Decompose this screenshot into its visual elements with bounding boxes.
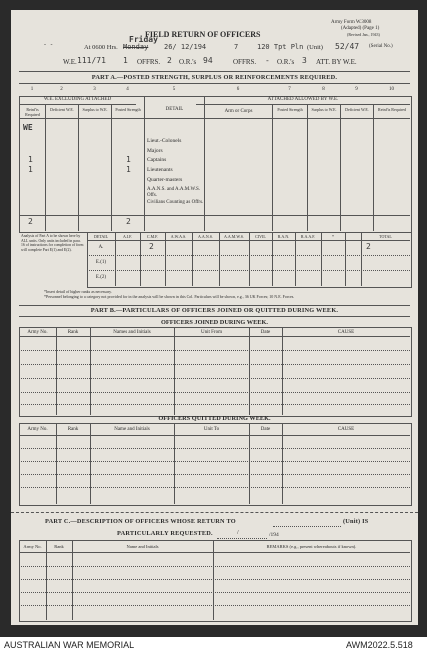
- part-a-subhead-rule-right: [196, 104, 410, 105]
- joined-row-line: [19, 378, 410, 379]
- quitted-title: OFFICERS QUITTED DURING WEEK.: [158, 415, 271, 422]
- header-surplus-we: Surplus to W.E.: [82, 107, 108, 112]
- we-excluding-attached: W.E. EXCLUDING ATTACHED: [43, 97, 112, 102]
- analysis-total-a-value: 2: [366, 242, 371, 251]
- analysis-divider: [272, 232, 273, 286]
- analysis-divider: [140, 232, 141, 286]
- we-value: 111/71: [77, 56, 106, 65]
- part-c-row-line: [19, 579, 410, 580]
- part-c-header-rule: [19, 552, 410, 553]
- serial-number: 52/47: [335, 42, 360, 51]
- header-att-reinf: Reinf'ts Required: [378, 107, 406, 112]
- joined-title: OFFICERS JOINED DURING WEEK.: [161, 319, 268, 326]
- part-c-divider: [213, 540, 214, 620]
- analysis-col-awas: A.W.A.S.: [170, 234, 187, 239]
- attached-allowed: ATTACHED ALLOWED BY W.E.: [267, 97, 339, 102]
- joined-col-unit-from: Unit From: [201, 330, 222, 335]
- joined-row-line: [19, 350, 410, 351]
- part-c-col-army-no: Army No.: [23, 544, 42, 549]
- part-c-col-remarks: REMARKS (e.g., present whereabouts if known).: [266, 544, 357, 549]
- col-divider: [340, 104, 341, 231]
- joined-header-rule: [19, 336, 410, 337]
- army-form-revised: (Revised Jan., 1943): [347, 32, 380, 37]
- footnote-1: *Insert detail of higher ranks as necessary.: [44, 289, 112, 294]
- analysis-aif-a-value: 2: [149, 242, 154, 251]
- ors-label: O.R.'s: [179, 58, 197, 66]
- joined-col-names: Names and Initials: [113, 330, 151, 335]
- col-divider: [45, 104, 46, 231]
- analysis-divider: [361, 232, 362, 286]
- part-c-divider: [46, 540, 47, 620]
- part-c-col-rank: Rank: [54, 544, 64, 549]
- analysis-divider: [165, 232, 166, 286]
- day-struck: Monday: [123, 43, 149, 51]
- part-a-top-rule: [19, 71, 410, 72]
- header-arm-corps: Arm or Corps: [224, 109, 253, 114]
- part-c-row-line: [19, 592, 410, 593]
- joined-divider: [282, 327, 283, 415]
- analysis-col-detail: DETAIL: [93, 234, 109, 239]
- quitted-col-army-no: Army No.: [27, 427, 48, 432]
- part-c-top-rule: [11, 512, 418, 513]
- unit-name: 120 Tpt Pln: [257, 43, 304, 51]
- header-reinf-required: Reinf'ts Required: [25, 107, 40, 117]
- part-c-year: /194: [269, 532, 279, 538]
- quitted-header-rule: [19, 435, 410, 436]
- ors-value: 94: [203, 56, 213, 65]
- quitted-divider: [282, 423, 283, 504]
- lieutenants-reinf: 1: [28, 165, 33, 174]
- ors2-value: 3: [302, 56, 307, 65]
- quitted-divider: [90, 423, 91, 504]
- detail-lieut-colonels: Lieut.-Colonels: [147, 138, 182, 144]
- quitted-col-rank: Rank: [67, 427, 79, 432]
- quitted-divider: [174, 423, 175, 504]
- archive-footer: [0, 637, 427, 653]
- total-posted: 2: [126, 217, 131, 226]
- analysis-divider: [219, 232, 220, 286]
- header-att-posted: Posted Strength: [277, 107, 303, 112]
- analysis-divider: [295, 232, 296, 286]
- detail-quarter-masters: Quarter-masters: [147, 177, 183, 183]
- joined-row-line: [19, 392, 410, 393]
- part-c-unit-is: (Unit) IS: [343, 518, 369, 525]
- part-c-row-line: [19, 566, 410, 567]
- serial-label: (Serial No.): [369, 44, 393, 49]
- detail-majors: Majors: [147, 148, 163, 154]
- part-c-heading: PART C.—DESCRIPTION OF OFFICERS WHOSE RETURN TO: [45, 518, 236, 525]
- header-att-surplus: Surplus to W.E.: [311, 107, 337, 112]
- joined-col-army-no: Army No.: [27, 330, 48, 335]
- analysis-divider: [321, 232, 322, 286]
- analysis-col-ran: R.A.N.: [277, 234, 290, 239]
- part-a-col-numbers: 1 2 3 4 5 6 7 8 9 10: [30, 87, 394, 92]
- quitted-col-cause: CAUSE: [337, 427, 355, 432]
- analysis-col-aans: A.A.N.S.: [198, 234, 213, 239]
- detail-civilians: Civilians Counting as Offrs.: [147, 200, 204, 205]
- form-sheet: [11, 10, 418, 625]
- analysis-divider: [249, 232, 250, 286]
- dash-mark: - -: [44, 42, 53, 48]
- army-form-number: Army Form W.3008: [331, 20, 372, 25]
- analysis-divider: [345, 232, 346, 286]
- header-posted-strength: Posted Strength: [115, 107, 141, 112]
- part-b-heading: PART B.—PARTICULARS OF OFFICERS JOINED OR QUITTED DURING WEEK.: [90, 307, 339, 314]
- part-c-requested: PARTICULARLY REQUESTED.: [117, 530, 213, 537]
- part-a-heading: PART A.—POSTED STRENGTH, SURPLUS OR REINFORCEMENTS REQUIRED.: [91, 74, 338, 81]
- detail-aans: A.A.N.S. and A.A.M.W.S. Offs.: [147, 187, 201, 198]
- col-divider: [78, 104, 79, 231]
- part-c-divider: [72, 540, 73, 620]
- col-divider: [111, 104, 112, 231]
- header-detail: DETAIL: [165, 107, 184, 112]
- form-title: FIELD RETURN OF OFFICERS: [145, 30, 261, 39]
- analysis-divider: [192, 232, 193, 286]
- analysis-col-civil: CIVIL: [255, 234, 266, 239]
- col-divider: [204, 96, 205, 231]
- offrs2-label: OFFRS.: [233, 58, 257, 66]
- quitted-col-unit-to: Unit To: [203, 427, 220, 432]
- analysis-note: Analysis of Part A to be shown here by ALL units. Only units included in para. 16 of instructions for completion of form will complete Part E(1) and E(2).: [21, 234, 84, 252]
- at-hours-label: At 0600 Hrs.: [84, 44, 118, 51]
- footer-institution: AUSTRALIAN WAR MEMORIAL: [4, 640, 135, 650]
- quitted-row-line: [19, 448, 410, 449]
- ors2-label: O.R.'s: [277, 58, 295, 66]
- part-b-rule: [19, 316, 410, 317]
- total-row-rule: [19, 215, 410, 216]
- quitted-row-line: [19, 487, 410, 488]
- joined-divider: [174, 327, 175, 415]
- joined-col-rank: Rank: [67, 330, 79, 335]
- analysis-col-star: *: [332, 234, 334, 239]
- analysis-row-e2: E.(2): [95, 275, 107, 280]
- header-deficient-we: Deficient W.E.: [50, 107, 74, 112]
- part-c-row-line: [19, 605, 410, 606]
- col-divider: [144, 96, 145, 231]
- detail-lieutenants: Lieutenants: [147, 167, 173, 173]
- quitted-col-names: Name and Initials: [114, 427, 150, 432]
- analysis-col-raaf: R.A.A.F.: [300, 234, 316, 239]
- we-label: W.E.: [63, 58, 77, 66]
- quitted-row-line: [19, 461, 410, 462]
- joined-divider: [90, 327, 91, 415]
- we-handwritten-mark: WE: [23, 123, 33, 132]
- col-divider: [307, 104, 308, 231]
- joined-row-line: [19, 404, 410, 405]
- day-typed: Friday: [129, 35, 158, 44]
- offrs-label: OFFRS.: [137, 58, 161, 66]
- joined-col-cause: CAUSE: [337, 330, 355, 335]
- analysis-col-total: TOTAL: [379, 234, 392, 239]
- joined-divider: [56, 327, 57, 415]
- return-year-digit: 7: [234, 43, 239, 51]
- analysis-row-a: A.: [98, 245, 104, 250]
- captains-reinf: 1: [28, 155, 33, 164]
- quitted-row-line: [19, 474, 410, 475]
- analysis-col-cmf: C.M.F.: [146, 234, 159, 239]
- joined-divider: [249, 327, 250, 415]
- footnote-2: *Personnel belonging to a category not provided for in the analysis will be shown in this Col. Particulars will be shown, e.g., 36 UK Forces; 10 N.E. Forces.: [44, 294, 295, 299]
- analysis-col-aamws: A.A.M.W.S.: [224, 234, 244, 239]
- quitted-divider: [56, 423, 57, 504]
- return-date: 26/ 12/194: [164, 43, 207, 51]
- part-c-date-line: [217, 538, 267, 539]
- footer-accession-number: AWM2022.5.518: [346, 640, 413, 650]
- col-divider: [272, 104, 273, 231]
- analysis-divider: [115, 232, 116, 286]
- quitted-divider: [249, 423, 250, 504]
- part-a-rule: [19, 83, 410, 84]
- offrs-value: 2: [167, 56, 172, 65]
- unit-label: (Unit): [307, 44, 323, 51]
- joined-col-date: Date: [260, 330, 271, 335]
- offrs2-value: -: [265, 56, 270, 65]
- joined-row-line: [19, 364, 410, 365]
- att-by-we-label: ATT. BY W.E.: [316, 58, 357, 66]
- analysis-row-e1: E.(1): [95, 260, 107, 265]
- header-att-deficient: Deficient W.E.: [345, 107, 369, 112]
- we-slash-value: 1: [123, 56, 128, 65]
- captains-posted: 1: [126, 155, 131, 164]
- part-c-col-names: Name and Initials: [126, 544, 159, 549]
- army-form-adapted: (Adapted) (Page 1): [341, 26, 380, 31]
- analysis-col-aif: A.I.F.: [122, 234, 133, 239]
- detail-captains: Captains: [147, 157, 167, 163]
- lieutenants-posted: 1: [126, 165, 131, 174]
- col-divider: [373, 104, 374, 231]
- part-b-top-rule: [19, 305, 410, 306]
- total-reinf: 2: [28, 217, 33, 226]
- part-c-unit-line: [273, 526, 341, 527]
- part-c-date-slash: /: [237, 530, 239, 536]
- quitted-col-date: Date: [260, 427, 271, 432]
